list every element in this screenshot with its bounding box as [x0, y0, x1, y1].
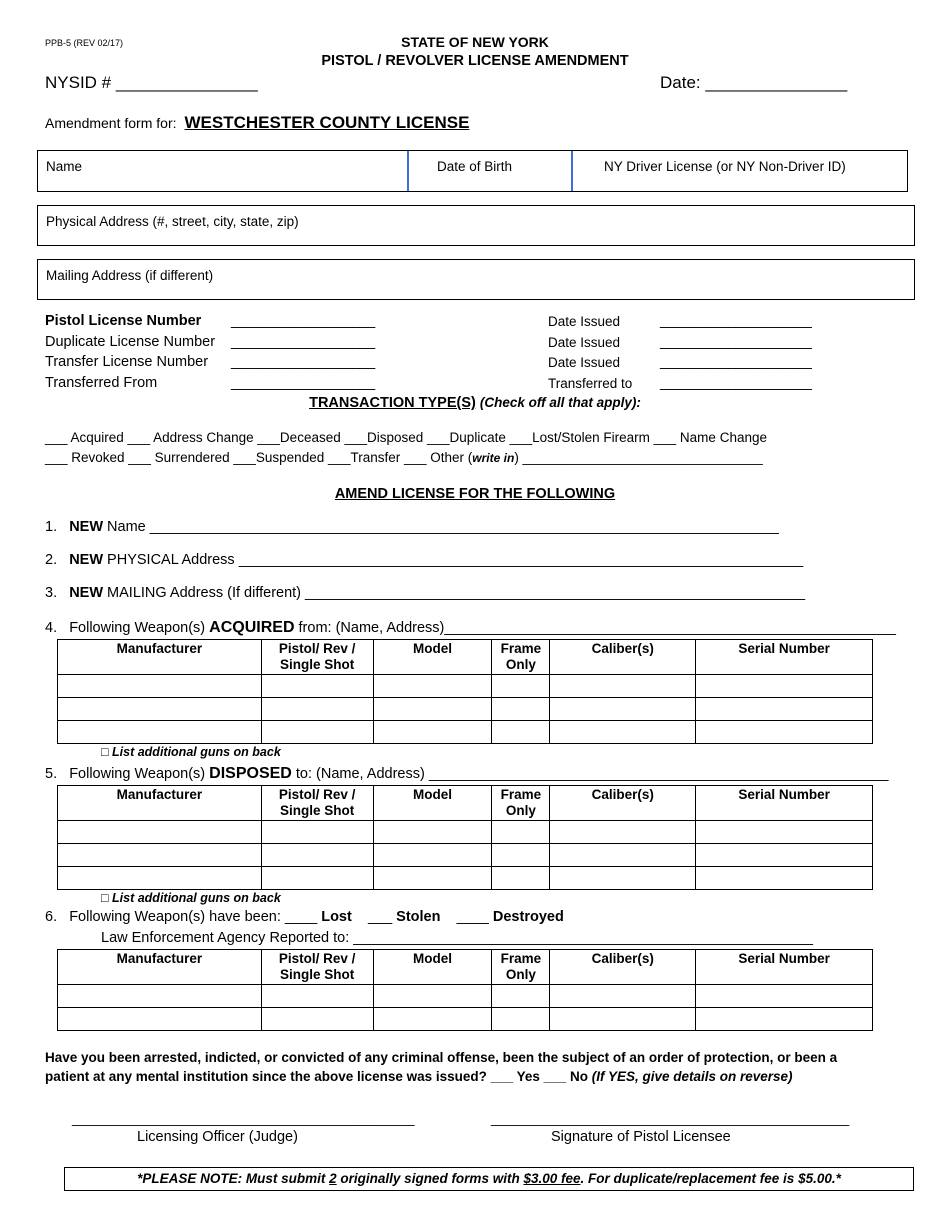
- lost-weapons-table: [57, 949, 873, 1031]
- table-cell[interactable]: [58, 867, 262, 890]
- serial-number-header: Serial Number: [696, 786, 873, 821]
- frame-only-header-line-1: Frame: [500, 951, 542, 966]
- item-number: 5.: [45, 766, 58, 782]
- physical-address-box[interactable]: [37, 205, 915, 246]
- table-cell[interactable]: [696, 985, 873, 1008]
- transfer-date-issued-input[interactable]: ____________________: [660, 354, 812, 370]
- table-cell[interactable]: [261, 698, 373, 721]
- new-label: NEW: [69, 552, 104, 568]
- officer-signature-label: Licensing Officer (Judge): [137, 1129, 298, 1145]
- table-cell[interactable]: [261, 867, 373, 890]
- transferred-from-input[interactable]: ___________________: [231, 375, 375, 391]
- frame-only-header-line-1: Frame: [500, 787, 542, 802]
- transaction-heading-text: TRANSACTION TYPE(S): [309, 395, 476, 411]
- table-cell[interactable]: [492, 985, 550, 1008]
- destroyed-option[interactable]: Destroyed: [492, 909, 564, 925]
- frame-only-header-line-2: Only: [505, 657, 536, 672]
- new-name-text: Name ______________________________________________________________________________: [103, 519, 779, 535]
- lost-stolen-text: Following Weapon(s) have been: ____: [69, 909, 322, 925]
- table-cell[interactable]: [550, 985, 696, 1008]
- transferred-to-input[interactable]: ____________________: [660, 375, 812, 391]
- duplicate-date-issued-input[interactable]: ____________________: [660, 334, 812, 350]
- mailing-address-box[interactable]: [37, 259, 915, 300]
- fee-note-e: . For duplicate/replacement fee is $5.00.*: [580, 1171, 841, 1186]
- table-cell[interactable]: [492, 675, 550, 698]
- duplicate-license-label: Duplicate License Number: [45, 334, 216, 350]
- frame-only-header: [492, 950, 550, 985]
- transaction-line-2-a: ___ Revoked ___ Surrendered ___Suspended ___Transfer ___ Other (: [45, 450, 473, 465]
- question-text: Have you been arrested, indicted, or convicted of any criminal offense, been the subject of an order of protection, or been a patient at any mental institution since the above license was issued? ___ Yes ___ No: [45, 1050, 838, 1084]
- stolen-option[interactable]: Stolen: [396, 909, 441, 925]
- pistol-rev-header: [261, 950, 373, 985]
- name-field[interactable]: Name: [46, 159, 83, 174]
- pistol-rev-header: [261, 786, 373, 821]
- pistol-rev-header-line-2: Single Shot: [280, 967, 355, 982]
- criminal-history-question[interactable]: [45, 1048, 885, 1086]
- table-cell[interactable]: [58, 721, 262, 744]
- frame-only-header-line-2: Only: [505, 967, 536, 982]
- manufacturer-header: Manufacturer: [58, 786, 262, 821]
- table-cell[interactable]: [261, 821, 373, 844]
- manufacturer-header: Manufacturer: [58, 640, 262, 675]
- driver-license-field[interactable]: NY Driver License (or NY Non-Driver ID): [604, 159, 846, 174]
- pistol-rev-header: [261, 640, 373, 675]
- table-cell[interactable]: [550, 675, 696, 698]
- table-cell[interactable]: [492, 821, 550, 844]
- amendment-for: [45, 113, 469, 133]
- transferred-from-label: Transferred From: [45, 375, 158, 391]
- acquired-from-line[interactable]: [45, 619, 896, 637]
- table-row[interactable]: [58, 844, 873, 867]
- item-number: 6.: [45, 909, 58, 925]
- new-name-line[interactable]: [45, 519, 779, 535]
- table-cell[interactable]: [261, 844, 373, 867]
- fee-note: [64, 1167, 914, 1191]
- table-cell[interactable]: [550, 698, 696, 721]
- table-cell[interactable]: [492, 844, 550, 867]
- new-physical-address-text: PHYSICAL Address ______________________________________________________________________: [103, 552, 804, 568]
- dob-field[interactable]: Date of Birth: [437, 159, 513, 174]
- transfer-license-label: Transfer License Number: [45, 354, 209, 370]
- table-cell[interactable]: [550, 867, 696, 890]
- item-number: 2.: [45, 552, 58, 568]
- table-cell[interactable]: [261, 721, 373, 744]
- mailing-address-label: Mailing Address (if different): [46, 268, 214, 283]
- new-label: NEW: [69, 585, 104, 601]
- table-cell[interactable]: [373, 1008, 492, 1031]
- licensee-signature-line[interactable]: ______________________________________________: [491, 1110, 850, 1126]
- acquired-text-c: from: (Name, Address)________________________________________________________: [294, 620, 896, 636]
- table-cell[interactable]: [492, 1008, 550, 1031]
- item-number: 1.: [45, 519, 58, 535]
- table-cell[interactable]: [492, 867, 550, 890]
- frame-only-header: [492, 640, 550, 675]
- fee-note-count: 2: [329, 1171, 337, 1186]
- table-cell[interactable]: [373, 675, 492, 698]
- table-row[interactable]: [58, 985, 873, 1008]
- pistol-date-issued-input[interactable]: ____________________: [660, 313, 812, 329]
- table-cell[interactable]: [373, 821, 492, 844]
- table-cell[interactable]: [58, 675, 262, 698]
- serial-number-header: Serial Number: [696, 950, 873, 985]
- list-additional-guns-checkbox[interactable]: □ List additional guns on back: [101, 891, 281, 905]
- table-cell[interactable]: [373, 844, 492, 867]
- table-cell[interactable]: [550, 721, 696, 744]
- lost-stolen-destroyed-line[interactable]: [45, 909, 564, 925]
- table-header-row: [58, 640, 873, 675]
- table-row[interactable]: [58, 867, 873, 890]
- table-cell[interactable]: [550, 844, 696, 867]
- list-additional-guns-checkbox[interactable]: □ List additional guns on back: [101, 745, 281, 759]
- transferred-to-label: Transferred to: [548, 376, 633, 391]
- form-title: PISTOL / REVOLVER LICENSE AMENDMENT: [321, 53, 629, 69]
- table-cell[interactable]: [696, 1008, 873, 1031]
- frame-only-header-line-2: Only: [505, 803, 536, 818]
- table-row[interactable]: [58, 675, 873, 698]
- table-cell[interactable]: [373, 985, 492, 1008]
- manufacturer-header: Manufacturer: [58, 950, 262, 985]
- question-note: (If YES, give details on reverse): [591, 1069, 793, 1084]
- table-row[interactable]: [58, 698, 873, 721]
- lost-option[interactable]: Lost: [321, 909, 352, 925]
- table-cell[interactable]: [261, 675, 373, 698]
- disposed-text-c: to: (Name, Address) _________________________________________________________: [291, 766, 889, 782]
- table-cell[interactable]: [696, 698, 873, 721]
- table-cell[interactable]: [373, 867, 492, 890]
- serial-number-header: Serial Number: [696, 640, 873, 675]
- duplicate-license-input[interactable]: ___________________: [231, 334, 375, 350]
- duplicate-date-issued-label: Date Issued: [548, 335, 621, 350]
- separator: ___: [351, 909, 397, 925]
- caliber-header: Caliber(s): [550, 786, 696, 821]
- pistol-license-label: Pistol License Number: [45, 313, 202, 329]
- table-cell[interactable]: [261, 1008, 373, 1031]
- fee-note-c: originally signed forms with: [336, 1171, 524, 1186]
- model-header: Model: [373, 640, 492, 675]
- table-cell[interactable]: [492, 698, 550, 721]
- table-row[interactable]: [58, 721, 873, 744]
- disposed-weapons-table: [57, 785, 873, 890]
- fee-note-a: *PLEASE NOTE: Must submit: [137, 1171, 330, 1186]
- physical-address-label: Physical Address (#, street, city, state, zip): [46, 214, 299, 229]
- table-row[interactable]: [58, 1008, 873, 1031]
- table-cell[interactable]: [550, 821, 696, 844]
- pistol-license-input[interactable]: ___________________: [231, 313, 375, 329]
- transfer-date-issued-label: Date Issued: [548, 355, 621, 370]
- table-cell[interactable]: [696, 721, 873, 744]
- amendment-for-label: Amendment form for:: [45, 115, 177, 131]
- table-cell[interactable]: [550, 1008, 696, 1031]
- table-cell[interactable]: [58, 985, 262, 1008]
- new-mailing-address-line[interactable]: [45, 585, 805, 601]
- pistol-date-issued-label: Date Issued: [548, 314, 621, 329]
- county-name: WESTCHESTER COUNTY LICENSE: [184, 113, 470, 132]
- separator: ____: [440, 909, 493, 925]
- table-cell[interactable]: [58, 698, 262, 721]
- table-cell[interactable]: [696, 844, 873, 867]
- new-label: NEW: [69, 519, 104, 535]
- licensee-signature-label: Signature of Pistol Licensee: [551, 1129, 731, 1145]
- frame-only-header: [492, 786, 550, 821]
- name-dob-license-box: [37, 150, 908, 192]
- law-enforcement-agency-line[interactable]: Law Enforcement Agency Reported to: _________________________________________________________: [101, 930, 813, 946]
- table-header-row: [58, 950, 873, 985]
- transaction-options-line-2[interactable]: [45, 450, 763, 465]
- table-cell[interactable]: [696, 675, 873, 698]
- acquired-label: ACQUIRED: [209, 619, 295, 636]
- table-cell[interactable]: [373, 698, 492, 721]
- date-field[interactable]: Date: _______________: [660, 73, 848, 92]
- item-number: 4.: [45, 620, 58, 636]
- acquired-weapons-table: [57, 639, 873, 744]
- item-number: 3.: [45, 585, 58, 601]
- form-code: PPB-5 (REV 02/17): [45, 38, 124, 48]
- transaction-heading: [0, 395, 950, 411]
- pistol-rev-header-line-2: Single Shot: [280, 803, 355, 818]
- transaction-options-line-1[interactable]: ___ Acquired ___ Address Change ___Deceased ___Disposed ___Duplicate ___Lost/Stolen Firearm ___ Name Change: [45, 430, 767, 445]
- nysid-field[interactable]: NYSID # _______________: [45, 73, 258, 92]
- model-header: Model: [373, 786, 492, 821]
- disposed-text-a: Following Weapon(s): [69, 766, 210, 782]
- pistol-rev-header-line-1: Pistol/ Rev /: [278, 787, 356, 802]
- new-physical-address-line[interactable]: [45, 552, 803, 568]
- column-divider: [407, 151, 409, 191]
- table-header-row: [58, 786, 873, 821]
- table-cell[interactable]: [58, 1008, 262, 1031]
- table-cell[interactable]: [261, 985, 373, 1008]
- table-cell[interactable]: [696, 821, 873, 844]
- model-header: Model: [373, 950, 492, 985]
- table-cell[interactable]: [58, 821, 262, 844]
- fee-note-amount: $3.00 fee: [523, 1171, 581, 1186]
- write-in-note: write in: [472, 451, 515, 465]
- officer-signature-line[interactable]: ____________________________________________: [72, 1110, 415, 1126]
- table-row[interactable]: [58, 821, 873, 844]
- pistol-rev-header-line-1: Pistol/ Rev /: [278, 641, 356, 656]
- new-mailing-address-text: MAILING Address (If different) ______________________________________________________________: [103, 585, 806, 601]
- acquired-text-a: Following Weapon(s): [69, 620, 210, 636]
- frame-only-header-line-1: Frame: [500, 641, 542, 656]
- transaction-line-2-b: ) ________________________________: [514, 450, 763, 465]
- disposed-to-line[interactable]: [45, 765, 889, 783]
- amend-heading: AMEND LICENSE FOR THE FOLLOWING: [334, 486, 616, 502]
- column-divider: [571, 151, 573, 191]
- transaction-heading-note: (Check off all that apply):: [479, 395, 641, 410]
- table-cell[interactable]: [373, 721, 492, 744]
- pistol-rev-header-line-1: Pistol/ Rev /: [278, 951, 356, 966]
- caliber-header: Caliber(s): [550, 640, 696, 675]
- disposed-label: DISPOSED: [209, 765, 292, 782]
- caliber-header: Caliber(s): [550, 950, 696, 985]
- state-heading: STATE OF NEW YORK: [401, 34, 549, 50]
- transfer-license-input[interactable]: ___________________: [231, 354, 375, 370]
- pistol-rev-header-line-2: Single Shot: [280, 657, 355, 672]
- table-cell[interactable]: [696, 867, 873, 890]
- table-cell[interactable]: [58, 844, 262, 867]
- table-cell[interactable]: [492, 721, 550, 744]
